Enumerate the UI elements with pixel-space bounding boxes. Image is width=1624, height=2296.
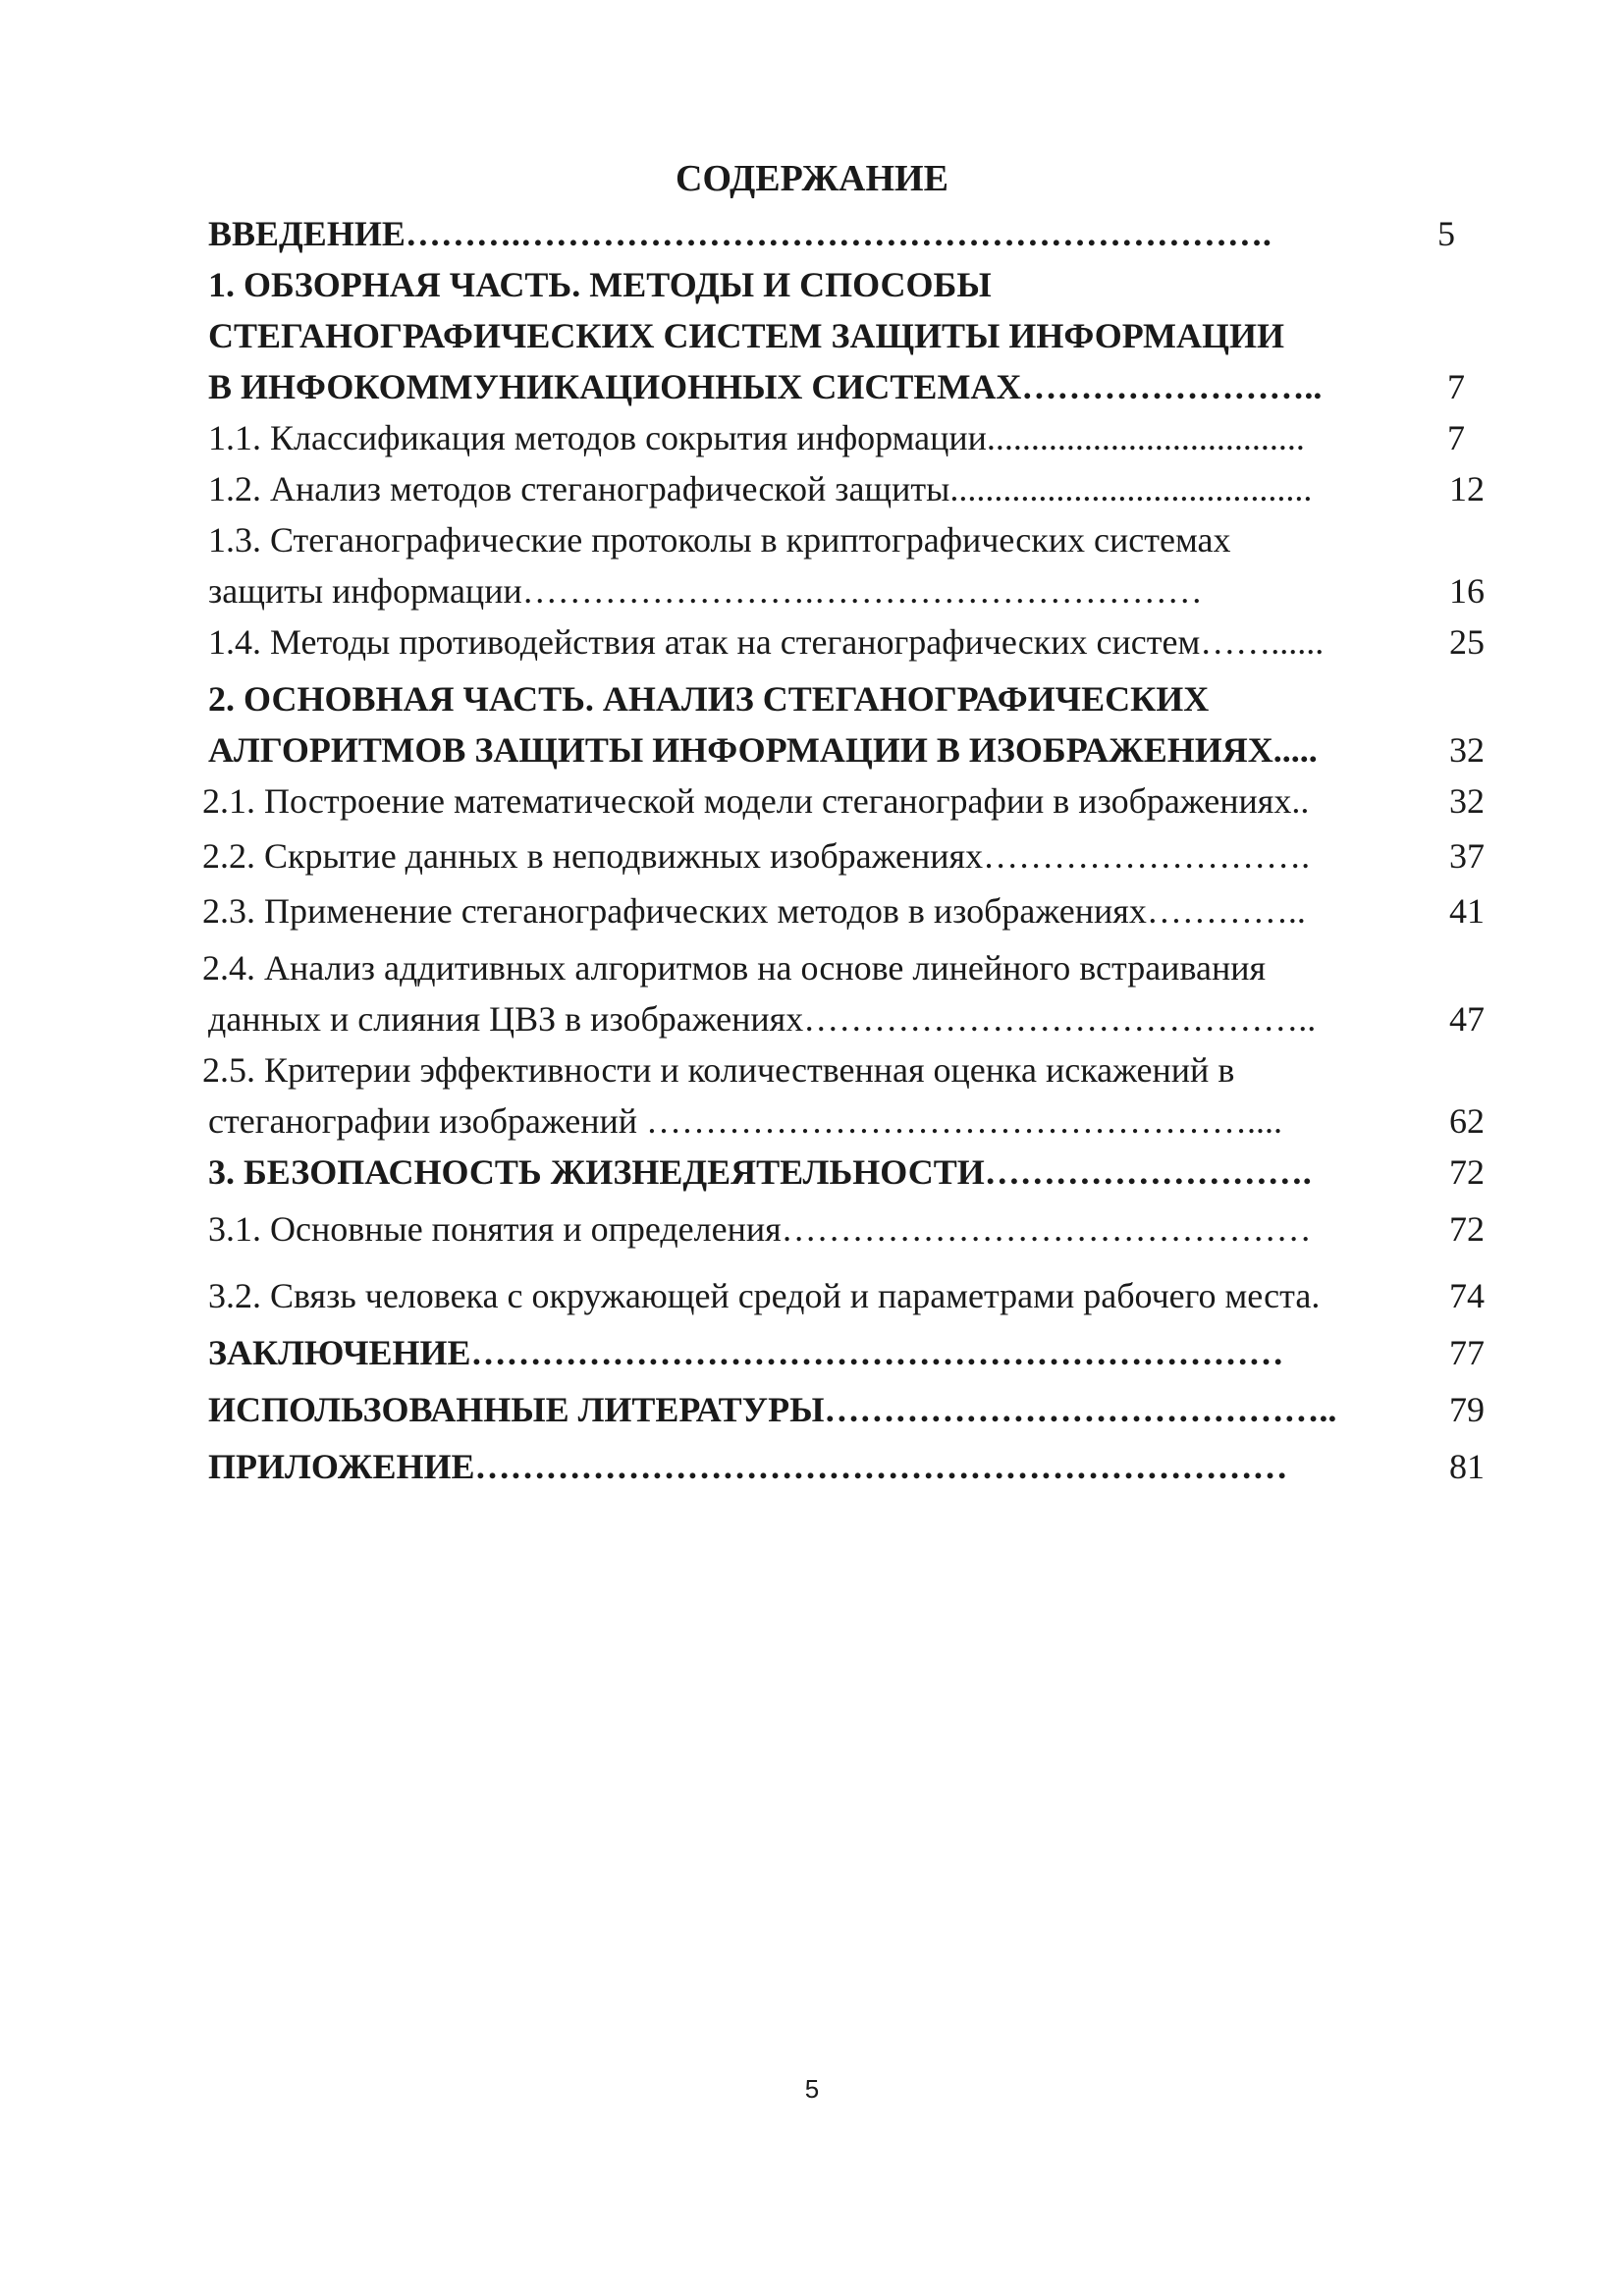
toc-entry-page: 79 xyxy=(1449,1390,1485,1429)
toc-entry-text: стеганографии изображений …………………………………………….... xyxy=(208,1101,1283,1141)
toc-entry-section-2-line1 xyxy=(208,673,1485,724)
toc-entry-text: 3. БЕЗОПАСНОСТЬ ЖИЗНЕДЕЯТЕЛЬНОСТИ………………………. xyxy=(208,1152,1312,1192)
toc-entry-text: 2.4. Анализ аддитивных алгоритмов на основе линейного встраивания xyxy=(202,948,1267,988)
toc-entry-text: ЗАКЛЮЧЕНИЕ…………………………………………………………… xyxy=(208,1333,1284,1372)
toc-entry-text: 3.1. Основные понятия и определения……………………………………… xyxy=(208,1209,1312,1249)
toc-entry-page: 25 xyxy=(1449,622,1485,662)
toc-entry-text: 2.3. Применение стеганографических методов в изображениях………….. xyxy=(202,891,1306,931)
toc-entry-2-2 xyxy=(202,830,1485,881)
toc-entry-text: ИСПОЛЬЗОВАННЫЕ ЛИТЕРАТУРЫ…………………………………….. xyxy=(208,1390,1337,1429)
toc-entry-page: 77 xyxy=(1449,1333,1485,1372)
toc-entry-page: 72 xyxy=(1449,1152,1485,1192)
toc-entry-text: ВВЕДЕНИЕ……….………………………………………………………. xyxy=(208,214,1272,253)
toc-entry-text: 1.1. Классификация методов сокрытия информации.................................... xyxy=(208,418,1305,457)
toc-entry-introduction xyxy=(208,208,1485,259)
toc-entry-section-1-line2 xyxy=(208,310,1485,361)
toc-entry-3-1 xyxy=(208,1203,1485,1255)
toc-entry-2-4-line2 xyxy=(208,993,1485,1044)
toc-entry-page: 47 xyxy=(1449,999,1485,1039)
toc-entry-text: данных и слияния ЦВЗ в изображениях…………………………………….. xyxy=(208,999,1317,1039)
toc-entry-text: ПРИЛОЖЕНИЕ…………………………………………………………… xyxy=(208,1447,1288,1486)
toc-entry-page: 72 xyxy=(1449,1209,1485,1249)
toc-entry-3-2 xyxy=(208,1270,1485,1321)
toc-entry-appendix xyxy=(208,1441,1485,1492)
toc-entry-text: 1.3. Стеганографические протоколы в криптографических системах xyxy=(208,520,1231,560)
toc-entry-page: 41 xyxy=(1449,891,1485,931)
toc-entry-text: 2.5. Критерии эффективности и количественная оценка искажений в xyxy=(202,1050,1235,1090)
toc-entry-page: 32 xyxy=(1449,730,1485,770)
toc-entry-page: 81 xyxy=(1449,1447,1485,1486)
toc-entry-page: 7 xyxy=(1447,367,1465,406)
toc-entry-page: 16 xyxy=(1449,571,1485,611)
toc-entry-page: 7 xyxy=(1447,418,1465,457)
toc-entry-text: 1. ОБЗОРНАЯ ЧАСТЬ. МЕТОДЫ И СПОСОБЫ xyxy=(208,265,992,304)
toc-entry-text: 1.2. Анализ методов стеганографической защиты......................................... xyxy=(208,469,1313,508)
toc-entry-text: 2.1. Построение математической модели стеганографии в изображениях.. xyxy=(202,781,1310,821)
toc-entry-2-5-line1 xyxy=(202,1044,1479,1095)
toc-entry-section-1-line3 xyxy=(208,361,1485,412)
toc-entry-1-2 xyxy=(208,463,1485,514)
toc-entry-2-5-line2 xyxy=(208,1095,1485,1147)
toc-entry-1-1 xyxy=(208,412,1485,463)
toc-entry-page: 62 xyxy=(1449,1101,1485,1141)
toc-entry-page: 5 xyxy=(1437,214,1455,253)
toc-entry-references xyxy=(208,1384,1485,1435)
toc-entry-section-2-line2 xyxy=(208,724,1485,775)
toc-entry-text: защиты информации…………………….…………………………… xyxy=(208,571,1203,611)
toc-entry-page: 37 xyxy=(1449,836,1485,876)
page-number: 5 xyxy=(804,2074,820,2104)
toc-entry-page: 74 xyxy=(1449,1276,1485,1315)
toc-entry-page: 12 xyxy=(1449,469,1485,508)
toc-entry-section-3 xyxy=(208,1147,1485,1198)
toc-entry-text: СТЕГАНОГРАФИЧЕСКИХ СИСТЕМ ЗАЩИТЫ ИНФОРМАЦИИ xyxy=(208,316,1285,355)
toc-entry-page: 32 xyxy=(1449,781,1485,821)
toc-entry-2-4-line1 xyxy=(202,942,1479,993)
toc-entry-2-1 xyxy=(202,775,1485,827)
toc-entry-text: 2. ОСНОВНАЯ ЧАСТЬ. АНАЛИЗ СТЕГАНОГРАФИЧЕСКИХ xyxy=(208,679,1210,719)
toc-entry-conclusion xyxy=(208,1327,1485,1378)
toc-entry-1-3-line2 xyxy=(208,565,1485,616)
page-title: СОДЕРЖАНИЕ xyxy=(676,158,948,199)
toc-entry-text: В ИНФОКОММУНИКАЦИОННЫХ СИСТЕМАХ…………………….. xyxy=(208,367,1323,406)
toc-entry-section-1-line1 xyxy=(208,259,1485,310)
toc-entry-text: 3.2. Связь человека с окружающей средой и параметрами рабочего места. xyxy=(208,1276,1321,1315)
toc-entry-text: 1.4. Методы противодействия атак на стеганографических систем……...... xyxy=(208,622,1325,662)
toc-entry-text: 2.2. Скрытие данных в неподвижных изображениях………………………. xyxy=(202,836,1311,876)
toc-entry-text: АЛГОРИТМОВ ЗАЩИТЫ ИНФОРМАЦИИ В ИЗОБРАЖЕНИЯХ..... xyxy=(208,730,1318,770)
toc-entry-1-4 xyxy=(208,616,1485,667)
toc-entry-2-3 xyxy=(202,885,1485,936)
toc-entry-1-3-line1 xyxy=(208,514,1485,565)
